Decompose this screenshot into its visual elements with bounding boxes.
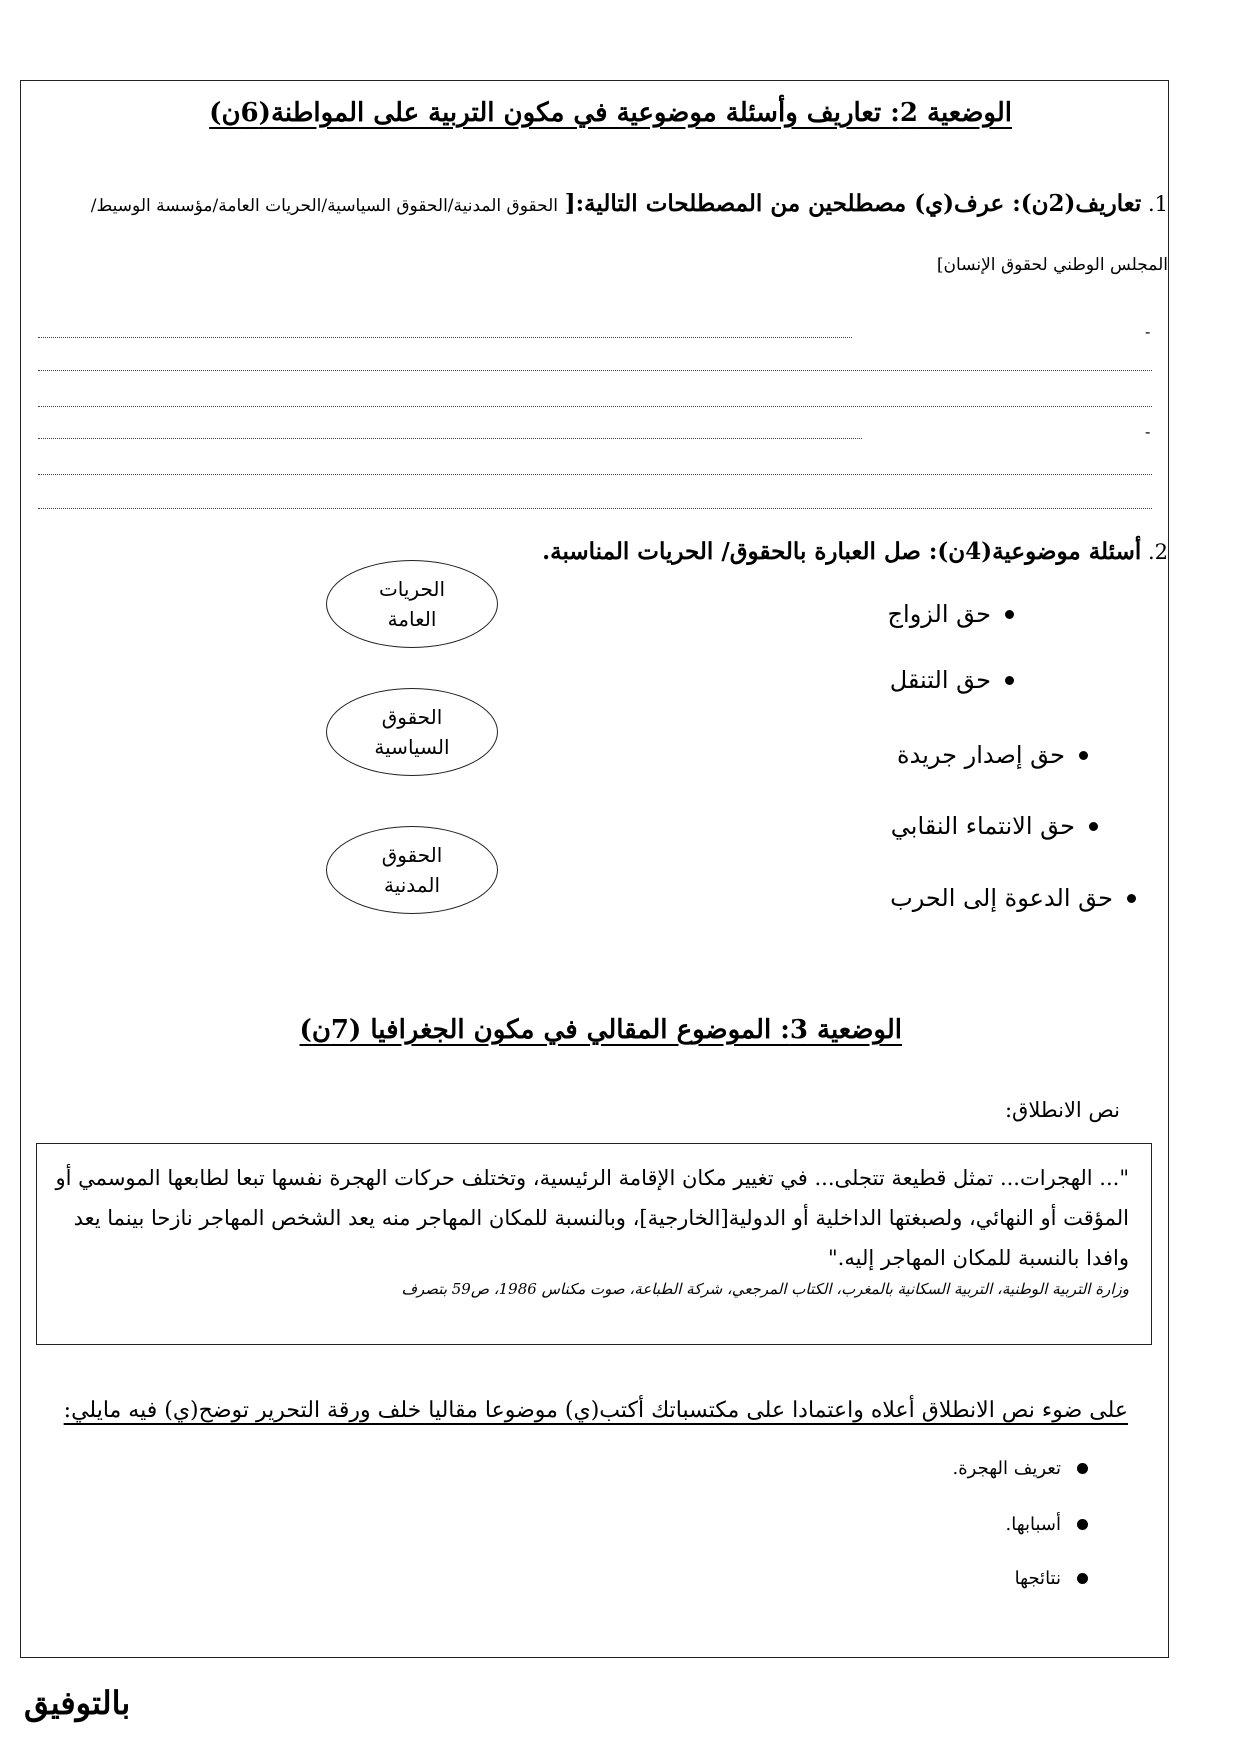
match-item[interactable] (890, 666, 1014, 694)
match-item[interactable] (897, 741, 1088, 769)
category-oval-political-rights[interactable] (326, 688, 498, 776)
category-label: الحقوق (381, 843, 443, 867)
task-point (1005, 1514, 1088, 1535)
q2-line (542, 538, 1168, 565)
answer-line[interactable] (38, 508, 1152, 509)
q1-number: 1. (1147, 192, 1168, 216)
bullet-icon (1079, 751, 1088, 760)
bullet-icon (1077, 1519, 1088, 1530)
answer-line[interactable] (38, 474, 1152, 475)
category-oval-public-freedoms[interactable] (326, 560, 498, 648)
answer-line[interactable] (38, 370, 1152, 371)
category-label: المدنية (383, 873, 441, 897)
category-label: الحقوق (381, 705, 443, 729)
category-label: العامة (387, 607, 437, 631)
task-point-label: نتائجها (1014, 1568, 1061, 1589)
task-point (1015, 1568, 1088, 1589)
q1-terms-line2: المجلس الوطني لحقوق الإنسان] (936, 255, 1168, 275)
match-item-label: حق الدعوة إلى الحرب (890, 884, 1113, 912)
bullet-icon (1077, 1463, 1088, 1474)
bullet-icon (1077, 1573, 1088, 1584)
q1-head: تعاريف(2ن): عرف(ي) مصطلحين من المصطلحات التالية:[ (564, 190, 1142, 217)
bullet-icon (1005, 610, 1014, 619)
answer-line[interactable] (38, 438, 862, 439)
bullet-icon (1127, 894, 1136, 903)
category-label: السياسية (374, 735, 450, 759)
bullet-icon (1005, 676, 1014, 685)
q1-line (91, 190, 1168, 217)
match-item[interactable] (891, 812, 1098, 840)
bullet-icon (1089, 822, 1098, 831)
closing-text: بالتوفيق (24, 1684, 131, 1722)
answer-line[interactable] (38, 337, 852, 338)
match-item[interactable] (888, 600, 1014, 628)
category-oval-civil-rights[interactable] (326, 826, 498, 914)
answer-line[interactable] (38, 406, 1152, 407)
section3-title: الوضعية 3: الموضوع المقالي في مكون الجغرافيا (7ن) (299, 1015, 902, 1045)
category-label: الحريات (378, 577, 446, 601)
quote-text: "... الهجرات... تمثل قطيعة تتجلى... في تغيير مكان الإقامة الرئيسية، وتختلف حركات الهجرة نفسها تبعا لطابعها الموسمي أو المؤقت أو النهائي، ولصبغتها الداخلية أو الدولية[الخارجية]، وبالنسبة للمكان المهاجر منه يعد الشخص المهاجر نازحا بينما يعد وافدا بالنسبة للمكان المهاجر إليه." (55, 1166, 1129, 1270)
q1-terms-line1: الحقوق المدنية/الحقوق السياسية/الحريات العامة/مؤسسة الوسيط/ (90, 196, 558, 216)
task-point (953, 1458, 1088, 1479)
match-item-label: حق الانتماء النقابي (890, 812, 1075, 840)
quote-box (36, 1143, 1152, 1345)
answer-dash-1: - (1145, 322, 1151, 341)
task-point-label: أسبابها. (1005, 1514, 1061, 1535)
q2-head: أسئلة موضوعية(4ن): صل العبارة بالحقوق/ الحريات المناسبة. (542, 538, 1142, 565)
task-instruction: على ضوء نص الانطلاق أعلاه واعتمادا على مكتسباتك أكتب(ي) موضوعا مقاليا خلف ورقة التحرير توضح(ي) فيه مايلي: (63, 1398, 1128, 1423)
match-item-label: حق الزواج (887, 600, 991, 628)
task-point-label: تعريف الهجرة. (952, 1458, 1061, 1479)
text-label: نص الانطلاق: (1004, 1098, 1120, 1122)
match-item-label: حق إصدار جريدة (897, 741, 1065, 769)
q2-number: 2. (1147, 540, 1168, 564)
match-item-label: حق التنقل (889, 666, 991, 694)
quote-source: وزارة التربية الوطنية، التربية السكانية بالمغرب، الكتاب المرجعي، شركة الطباعة، صوت مكناس 1986، ص59 بتصرف (401, 1280, 1129, 1298)
answer-dash-2: - (1145, 422, 1151, 441)
match-item[interactable] (890, 884, 1136, 912)
section2-title: الوضعية 2: تعاريف وأسئلة موضوعية في مكون التربية على المواطنة(6ن) (209, 98, 1012, 128)
